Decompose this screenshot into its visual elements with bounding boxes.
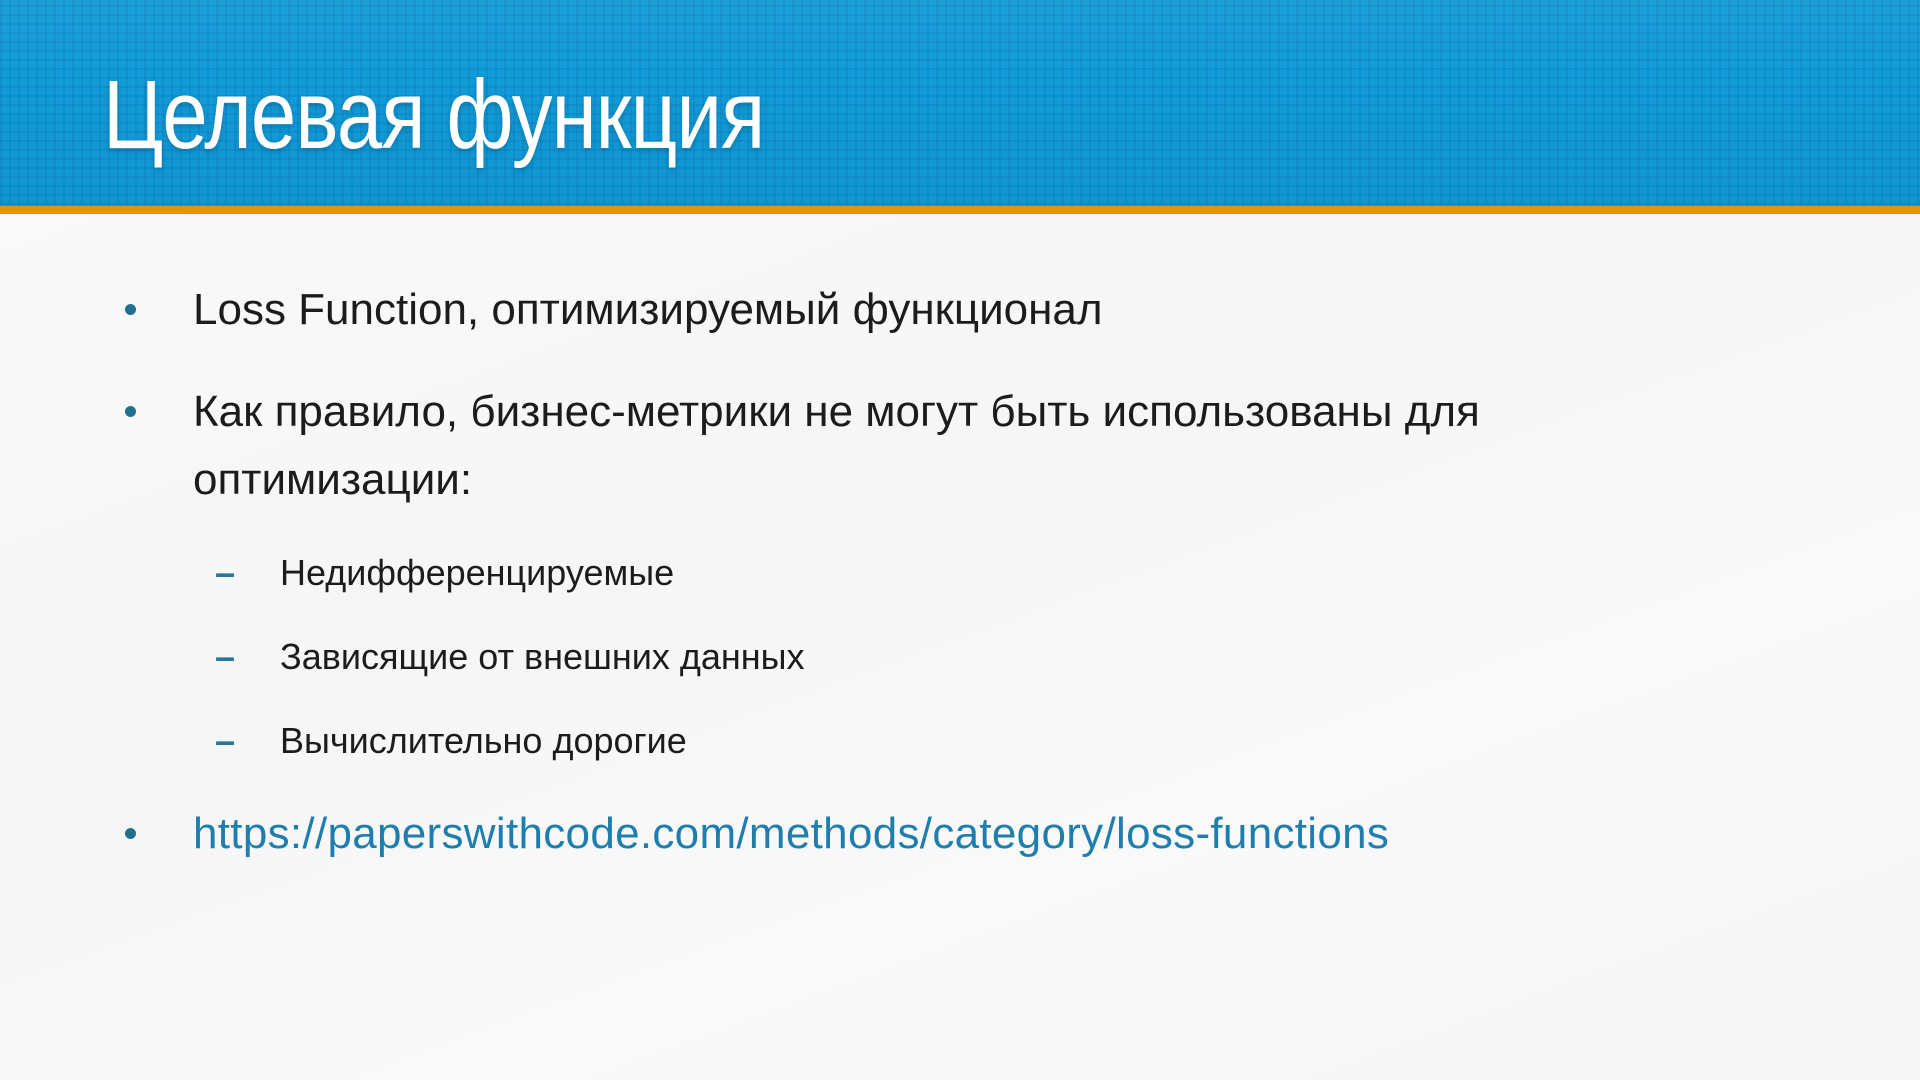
dot-glyph	[125, 828, 136, 839]
bullet-text: Loss Function, оптимизируемый функционал	[193, 285, 1103, 334]
bullet-text: Вычислительно дорогие	[280, 720, 687, 761]
accent-divider	[0, 205, 1920, 214]
bullet-text: Недифференцируемые	[280, 552, 675, 593]
bullet-dot-icon	[110, 800, 193, 839]
bullet-item	[110, 378, 1810, 514]
bullet-dot-icon	[110, 378, 193, 417]
hyperlink[interactable]: https://paperswithcode.com/methods/category/loss-functions	[193, 809, 1390, 858]
bullet-item	[110, 276, 1810, 344]
dot-glyph	[125, 406, 136, 417]
dash-icon: –	[215, 636, 236, 677]
bullet-text: Как правило, бизнес-метрики не могут быть использованы для оптимизации:	[193, 387, 1480, 504]
sub-bullet-item	[205, 548, 1810, 598]
bullet-list	[110, 276, 1810, 868]
sub-bullet-item	[205, 632, 1810, 682]
dash-icon: –	[215, 552, 236, 593]
bullet-dot-icon	[110, 276, 193, 315]
dot-glyph	[125, 304, 136, 315]
dash-icon: –	[215, 720, 236, 761]
slide-header	[0, 0, 1920, 205]
bullet-text: Зависящие от внешних данных	[280, 636, 805, 677]
bullet-item	[110, 800, 1810, 868]
page-title: Целевая функция	[103, 60, 765, 169]
sub-bullet-item	[205, 716, 1810, 766]
